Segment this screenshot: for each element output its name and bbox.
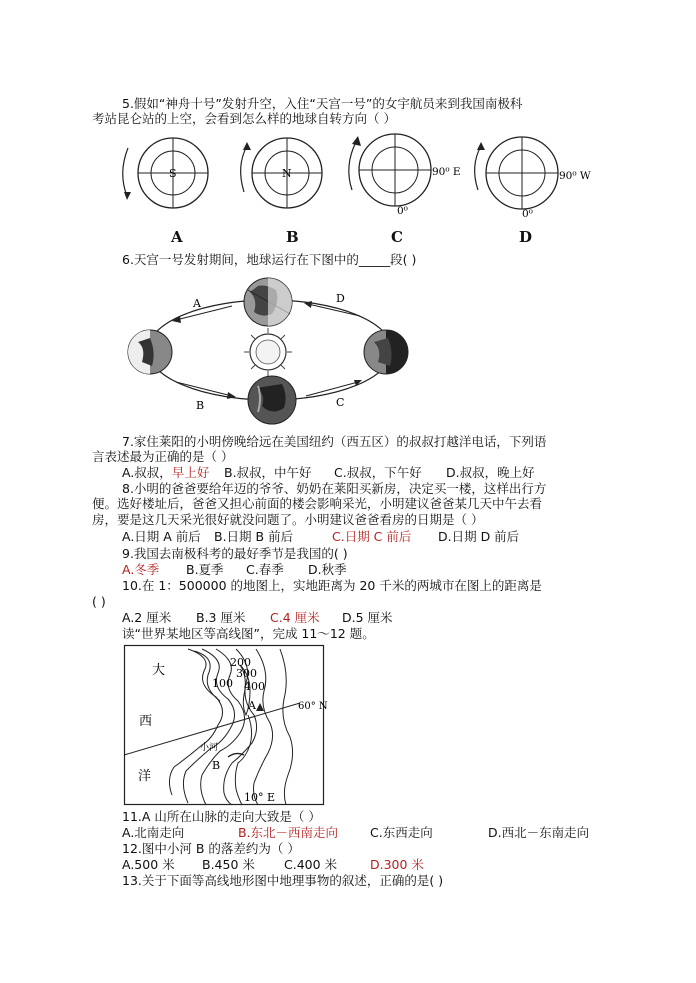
q11-text: 11.A 山所在山脉的走向大致是（ ） xyxy=(122,809,321,824)
map-river-label: 小河 xyxy=(200,743,219,753)
figure-d-globe xyxy=(475,137,591,220)
earth-bottom-icon xyxy=(248,376,296,424)
figure-b-label: B xyxy=(286,228,299,246)
q10-opt-b: B.3 厘米 xyxy=(196,610,246,625)
figure-d-label: D xyxy=(519,228,533,246)
map-lon-label: 10° E xyxy=(244,791,276,804)
q8-opt-c: C.日期 C 前后 xyxy=(332,529,412,544)
map-ocean-3: 洋 xyxy=(138,769,152,784)
figure-c-globe xyxy=(349,134,461,217)
q10-opt-a: A.2 厘米 xyxy=(122,610,172,625)
q7-opt-d: D.叔叔，晚上好 xyxy=(446,465,535,480)
figure-d-bottom-label: 0⁰ xyxy=(522,208,533,220)
q5-rotation-figures xyxy=(0,130,696,250)
q13-text: 13.关于下面等高线地形图中地理事物的叙述，正确的是( ) xyxy=(122,873,444,888)
q10-options xyxy=(122,610,422,626)
q11-options xyxy=(122,825,612,841)
q7-line2: 言表述最为正确的是（ ） xyxy=(92,449,234,464)
q12-opt-c: C.400 米 xyxy=(284,857,338,872)
q11-opt-b: B.东北－西南走向 xyxy=(238,825,339,840)
q10-line2: ( ) xyxy=(92,594,106,609)
q9-opt-c: C.春季 xyxy=(246,562,284,577)
q10-line1: 10.在 1：500000 的地图上，实地距离为 20 千米的两城市在图上的距离是 xyxy=(122,578,542,593)
q7-opt-b: B.叔叔，中午好 xyxy=(224,465,312,480)
q8-line3: 房，要是这几天采光很好就没问题了。小明建议爸爸看房的日期是（ ） xyxy=(92,512,484,527)
q9-options xyxy=(122,562,422,578)
q8-opt-b: B.日期 B 前后 xyxy=(214,529,294,544)
read-instruction: 读“世界某地区等高线图”，完成 11～12 题。 xyxy=(122,626,375,641)
figure-a-globe xyxy=(123,138,208,208)
figure-b-globe xyxy=(241,138,322,208)
q12-opt-a: A.500 米 xyxy=(122,857,175,872)
q7-options xyxy=(122,465,535,481)
figure-c-label: C xyxy=(391,228,403,246)
q8-opt-a: A.日期 A 前后 xyxy=(122,529,201,544)
earth-top-icon xyxy=(244,278,292,326)
q7-opt-a-answer: 早上好 xyxy=(171,465,210,480)
map-contour-300: 300 xyxy=(236,667,257,680)
q9-opt-d: D.秋季 xyxy=(308,562,347,577)
map-peak-label: A xyxy=(248,699,256,712)
figure-c-side-label: 90⁰ E xyxy=(432,166,461,178)
segment-c-label: C xyxy=(336,396,345,409)
map-lat-label: 60° N xyxy=(298,701,328,712)
earth-right-icon xyxy=(364,330,408,374)
q11-opt-c: C.东西走向 xyxy=(370,825,433,840)
q8-options xyxy=(122,529,542,545)
q5-line1: 5.假如“神舟十号”发射升空，入住“天宫一号”的女宇航员来到我国南极科 xyxy=(122,96,523,111)
q8-line1: 8.小明的爸爸要给年迈的爷爷、奶奶在莱阳买新房，决定买一楼，这样出行方 xyxy=(122,481,547,496)
segment-b-label: B xyxy=(196,399,205,412)
q12-text: 12.图中小河 B 的落差约为（ ） xyxy=(122,841,300,856)
figure-c-bottom-label: 0⁰ xyxy=(397,205,408,217)
map-contour-100: 100 xyxy=(212,677,233,690)
q5-line2: 考站昆仑站的上空，会看到怎么样的地球自转方向（ ） xyxy=(92,111,396,126)
q7-line1: 7.家住莱阳的小明傍晚给远在美国纽约（西五区）的叔叔打越洋电话，下列语 xyxy=(122,434,547,449)
contour-map xyxy=(124,645,328,805)
figure-d-side-label: 90⁰ W xyxy=(559,170,591,182)
q8-opt-d: D.日期 D 前后 xyxy=(438,529,520,544)
earth-left-icon xyxy=(128,330,172,374)
figure-a-center-label: S xyxy=(169,167,177,180)
q11-opt-a: A.北南走向 xyxy=(122,825,185,840)
segment-d-label: D xyxy=(336,292,345,305)
q8-line2: 便。选好楼址后，爸爸又担心前面的楼会影响采光，小明建议爸爸某几天中午去看 xyxy=(92,496,543,511)
q12-options xyxy=(122,857,442,873)
q6-orbit-diagram xyxy=(0,272,696,432)
map-river-b: B xyxy=(212,759,221,772)
q10-opt-d: D.5 厘米 xyxy=(342,610,393,625)
q7-opt-c: C.叔叔，下午好 xyxy=(334,465,422,480)
map-ocean-2: 西 xyxy=(139,714,153,729)
q9-text: 9.我国去南极科考的最好季节是我国的( ) xyxy=(122,546,348,561)
q9-opt-a: A.冬季 xyxy=(122,562,160,577)
figure-a-label: A xyxy=(171,228,183,246)
figure-b-center-label: N xyxy=(282,167,292,180)
map-contour-200: 200 xyxy=(230,656,251,669)
q12-opt-b: B.450 米 xyxy=(202,857,255,872)
q12-opt-d: D.300 米 xyxy=(370,857,424,872)
q6-text: 6.天宫一号发射期间，地球运行在下图中的_____段( ) xyxy=(122,252,417,267)
q10-opt-c: C.4 厘米 xyxy=(270,610,320,625)
q11-opt-d: D.西北－东南走向 xyxy=(488,825,590,840)
q7-opt-a-prefix: A.叔叔， xyxy=(122,465,172,480)
q9-opt-b: B.夏季 xyxy=(186,562,224,577)
map-contour-400: 400 xyxy=(244,680,265,693)
map-ocean-1: 大 xyxy=(152,663,166,678)
sun-icon xyxy=(244,328,292,376)
segment-a-label: A xyxy=(193,297,201,310)
